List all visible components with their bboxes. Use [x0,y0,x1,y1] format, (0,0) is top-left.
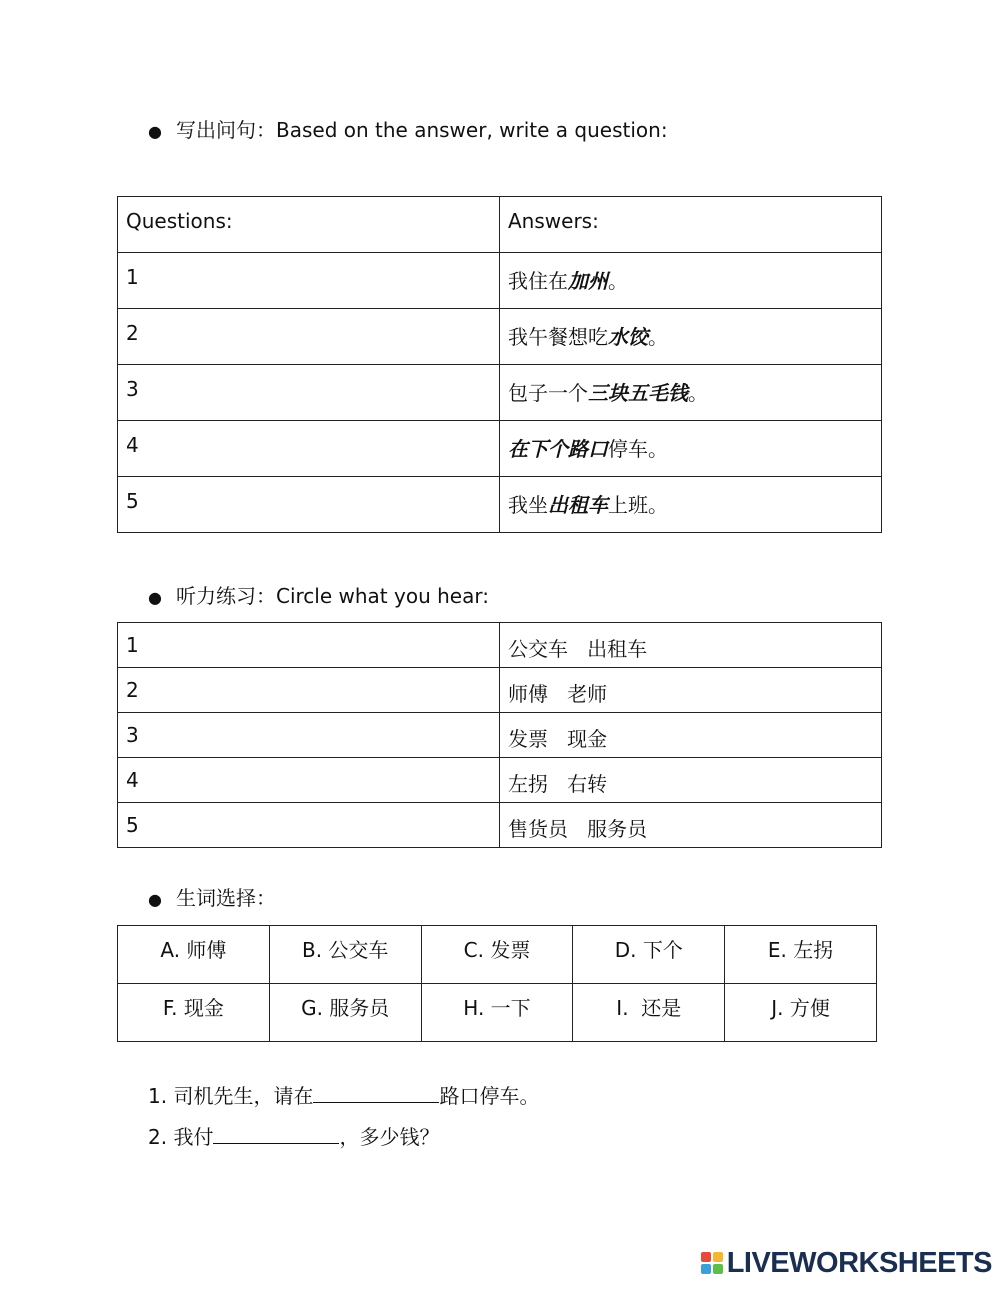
answer-blank[interactable] [213,1123,339,1144]
logo-blocks-icon [701,1252,723,1274]
answer-cell [500,309,882,365]
section-3-heading [148,886,276,912]
section-2-heading [148,584,489,610]
question-cell[interactable] [118,309,500,365]
table-row [118,713,882,758]
bullet-icon: ● [148,588,162,607]
row-number: 1 [126,265,139,289]
table-row [118,803,882,848]
row-number: 2 [118,668,500,713]
answers-header: Answers: [500,197,882,253]
question-cell[interactable] [118,477,500,533]
row-number: 4 [126,433,139,457]
table-row [118,758,882,803]
fill-sentence-2 [148,1123,439,1149]
vocab-word: G. 服务员 [269,984,421,1042]
table-row [118,623,882,668]
table-row [118,477,882,533]
table-row [118,984,877,1042]
sentence-text: 路口停车。 [439,1084,540,1108]
answer-cell [500,365,882,421]
question-cell[interactable] [118,421,500,477]
fill-sentence-1 [148,1082,539,1108]
answer-blank[interactable] [313,1082,439,1103]
bullet-icon: ● [148,890,162,909]
listening-options[interactable]: 师傅 老师 [500,668,882,713]
listening-options[interactable]: 售货员 服务员 [500,803,882,848]
sentence-text: 2. 我付 [148,1125,214,1149]
answer-text: 包子一个 [508,381,588,405]
vocab-word: H. 一下 [421,984,573,1042]
listening-options[interactable]: 左拐 右转 [500,758,882,803]
answer-text: 上班。 [608,493,668,517]
table-row [118,421,882,477]
table-row [118,253,882,309]
row-number: 2 [126,321,139,345]
questions-header: Questions: [118,197,500,253]
answer-highlight: 在下个路口 [508,437,608,461]
vocab-word: B. 公交车 [269,926,421,984]
row-number: 1 [118,623,500,668]
vocab-word: C. 发票 [421,926,573,984]
answer-cell [500,421,882,477]
table-row [118,668,882,713]
logo-text: LIVEWORKSHEETS [726,1246,992,1279]
answer-text: 。 [688,381,708,405]
vocab-word: E. 左拐 [725,926,877,984]
vocab-word: A. 师傅 [118,926,270,984]
answer-text: 我坐 [508,493,548,517]
vocabulary-table [117,925,877,1042]
listening-options[interactable]: 发票 现金 [500,713,882,758]
answer-text: 。 [648,325,668,349]
vocab-word: J. 方便 [725,984,877,1042]
vocab-word: F. 现金 [118,984,270,1042]
row-number: 5 [126,489,139,513]
listening-options[interactable]: 公交车 出租车 [500,623,882,668]
answer-highlight: 加州 [568,269,608,293]
section-1-heading-text: 写出问句：Based on the answer, write a question: [176,118,668,142]
sentence-text: 1. 司机先生，请在 [148,1084,314,1108]
question-cell[interactable] [118,365,500,421]
vocab-word: D. 下个 [573,926,725,984]
answer-text: 停车。 [608,437,668,461]
bullet-icon: ● [148,122,162,141]
table-row [118,365,882,421]
table-row [118,309,882,365]
table-row [118,926,877,984]
row-number: 3 [126,377,139,401]
vocab-word: I. 还是 [573,984,725,1042]
answer-highlight: 水饺 [608,325,648,349]
table-header-row [118,197,882,253]
answer-highlight: 出租车 [548,493,608,517]
liveworksheets-logo [701,1247,992,1279]
listening-table [117,622,882,848]
answer-text: 我午餐想吃 [508,325,608,349]
sentence-text: ，多少钱？ [339,1125,440,1149]
question-cell[interactable] [118,253,500,309]
answer-text: 我住在 [508,269,568,293]
section-3-heading-text: 生词选择： [176,886,276,910]
row-number: 4 [118,758,500,803]
answer-text: 。 [608,269,628,293]
question-answer-table [117,196,882,533]
section-1-heading [148,118,668,144]
row-number: 5 [118,803,500,848]
answer-cell [500,253,882,309]
section-2-heading-text: 听力练习：Circle what you hear: [176,584,489,608]
answer-highlight: 三块五毛钱 [588,381,688,405]
row-number: 3 [118,713,500,758]
answer-cell [500,477,882,533]
